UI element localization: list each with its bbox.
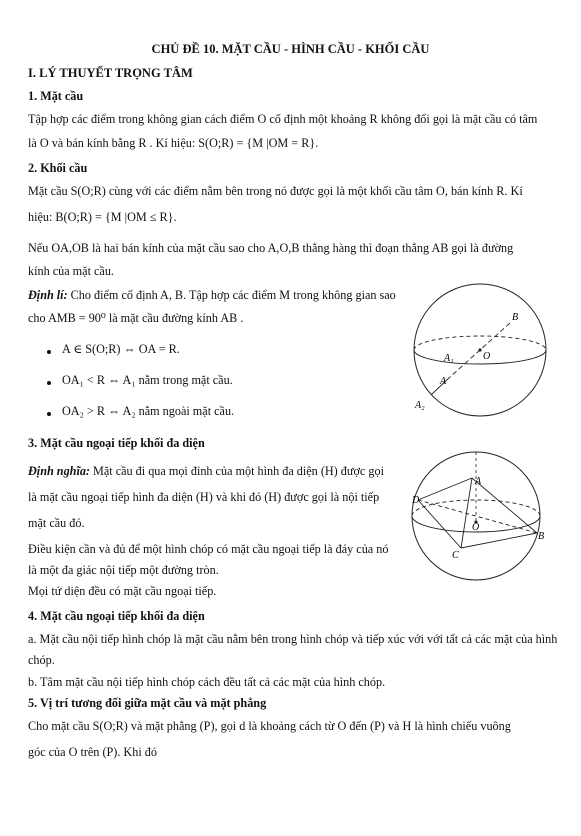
paragraph-mat-cau-line2: là O và bán kính bằng R . Kí hiệu: S(O;R) = {M |OM = R}. (28, 136, 319, 150)
condition-line1: Điều kiện cần và đủ để một hình chóp có mặt cầu ngoại tiếp là đáy của nó (28, 542, 389, 556)
heading-khoi-cau: 2. Khối cầu (28, 161, 88, 175)
edge-AD (418, 478, 472, 500)
item-a-line2: chóp. (28, 653, 55, 667)
theorem-label: Định lí: (28, 288, 68, 302)
label-A: A (440, 376, 447, 387)
condition-line3: Mọi tứ diện đều có mặt cầu ngoại tiếp. (28, 584, 217, 598)
label-B-2: B (538, 531, 545, 542)
item-b-line: b. Tâm mặt cầu nội tiếp hình chóp cách đều tất cả các mặt của hình chóp. (28, 675, 386, 689)
condition-line2: là một đa giác nội tiếp một đường tròn. (28, 563, 219, 577)
label-A1: A₁ (444, 353, 454, 364)
paragraph-mat-cau-line1: Tập hợp các điểm trong không gian cách điểm O cố định một khoảng R không đổi gọi là mặt cầu có tâm (28, 112, 538, 126)
paragraph-khoi-cau-line2: hiệu: B(O;R) = {M |OM ≤ R}. (28, 210, 177, 224)
label-O: O (483, 351, 491, 362)
edge-AB (472, 478, 537, 533)
edge-DC (418, 500, 461, 548)
theorem-text: Cho điểm cố định A, B. Tập hợp các điểm M trong không gian sao (67, 288, 396, 302)
bullet-item-1: A ∈ S(O;R) ⇔ OA = R. (62, 342, 180, 356)
edge-CB (461, 533, 537, 548)
paragraph-vi-tri-line2: góc của O trên (P). Khi đó (28, 745, 157, 759)
page-title: CHỦ ĐỀ 10. MẶT CẦU - HÌNH CẦU - KHỐI CẦU (151, 42, 430, 56)
definition-text: Mặt cầu đi qua mọi đỉnh của một hình đa diện (H) được gọi (89, 464, 384, 478)
bullet-item-3: OA₂ > R ⇔ A₂ nằm ngoài mặt cầu. (62, 404, 235, 418)
paragraph-duong-kinh-line2: kính của mặt cầu. (28, 264, 114, 278)
definition-label: Định nghĩa: (28, 464, 90, 478)
heading-vi-tri: 5. Vị trí tương đối giữa mặt cầu và mặt phẳng (28, 696, 267, 710)
definition-line3: mặt cầu đó. (28, 516, 85, 530)
paragraph-khoi-cau-line1: Mặt cầu S(O;R) cùng với các điểm nằm bên trong nó được gọi là một khối cầu tâm O, bán kính R. Kí (28, 184, 523, 198)
heading-mat-cau: 1. Mặt cầu (28, 89, 84, 103)
label-A-2: A (475, 476, 482, 487)
heading-noi-tiep: 4. Mặt cầu ngoại tiếp khối đa diện (28, 609, 205, 623)
label-D-2: D (412, 495, 420, 506)
label-C-2: C (452, 550, 459, 561)
heading-ngoai-tiep: 3. Mặt cầu ngoại tiếp khối đa diện (28, 436, 205, 450)
bullet-item-2: OA₁ < R ⇔ A₁ nằm trong mặt cầu. (62, 373, 233, 387)
item-a-line1: a. Mặt cầu nội tiếp hình chóp là mặt cầu nằm bên trong hình chóp và tiếp xúc với với tất cả các mặt của hình (28, 632, 558, 646)
paragraph-duong-kinh-line1: Nếu OA,OB là hai bán kính của mặt cầu sao cho A,O,B thẳng hàng thì đoạn thẳng AB gọi là đường (28, 241, 514, 255)
paragraph-vi-tri-line1: Cho mặt cầu S(O;R) và mặt phẳng (P), gọi d là khoảng cách từ O đến (P) và H là hình chiếu vuông (28, 719, 511, 733)
label-B: B (512, 312, 519, 323)
theorem-line2: cho AMB = 90⁰ là mặt cầu đường kính AB . (28, 311, 244, 325)
label-O-2: O (472, 522, 480, 533)
section-heading-theory: I. LÝ THUYẾT TRỌNG TÂM (28, 66, 193, 80)
definition-line2: là mặt cầu ngoại tiếp hình đa diện (H) và khi đó (H) được gọi là nội tiếp (28, 490, 380, 504)
label-A2: A₂ (415, 400, 425, 411)
